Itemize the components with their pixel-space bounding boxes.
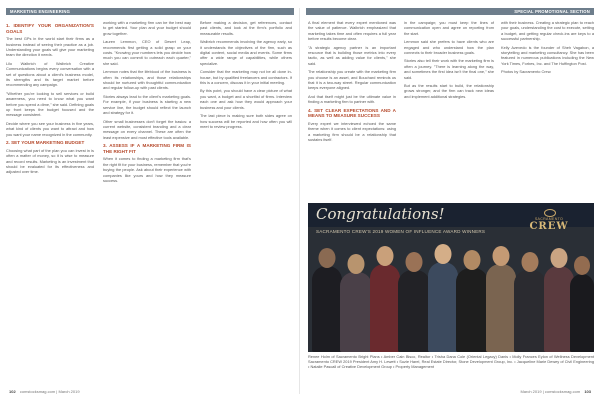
article-column-1 <box>6 20 94 382</box>
photo-credit: Photos by Sacramento Crew. <box>501 69 552 75</box>
left-section-header <box>6 8 294 15</box>
paragraph: By this point, you should have a clear picture of what you want, a budget and a shortlist of firms. Interview each one and ask how they would approach your business and your clients. <box>200 88 292 110</box>
paragraph: The best GPs in the world start their firms as a business instead of seeing their practice as a job. Understanding your goals will give your marketing team the direction it needs. <box>6 36 94 58</box>
section-heading-4: 4. SET CLEAR EXPECTATIONS AND A MEANS TO MEASURE SUCCESS <box>308 107 396 119</box>
crew-logo-mark-icon <box>542 207 556 217</box>
crew-logo-top: SACRAMENTO <box>534 217 564 221</box>
paragraph: Every expert we interviewed echoed the same theme when it comes to client expectations: using a marketing firm should be a relationship that sustains itself. <box>308 120 396 143</box>
award-winners-photo <box>308 203 594 352</box>
paragraph: Stories also tell their work with the marketing firm is often a journey. "There is learning along the way, and sometimes the first idea isn't the final one," she said. <box>404 58 494 80</box>
right-section-label: SPECIAL PROMOTIONAL SECTION <box>514 9 590 14</box>
article-column-6 <box>501 20 594 198</box>
paragraph: with their business. Creating a strategic plan to reach your goals, understanding the cost to execute, setting a budget, and getting regular check-ins are keys to a successful partnership. <box>501 20 594 42</box>
paragraph: Lilo Walbrich of Walbrich Creative Communications begins every conversation with a set of questions about a client's business model, its strengths and its target market before recommending any campaign. <box>6 60 94 88</box>
crew-logo-main: CREW <box>529 221 569 232</box>
person-figure <box>312 266 342 352</box>
paragraph: Other small businesses don't forget the basics: a current website, consistent branding and a clear message on every channel. These are often the least expensive and most effective tools available. <box>103 118 191 140</box>
paragraph: Before making a decision, get references, contact past clients, and look at the firm's portfolio and measurable results. <box>200 20 292 36</box>
photo-caption: Renee Holm of Sacramento Bright Plans • Amber Cain Bisco, Realtor • Trisha Dana Cole (Oriental Legacy) Danis • Molly Frances Eylon of Wellness Development Sacramento CREW 2019 President Amy H. Lewett • Suzie Harel, Real Estate Director, Stone Development Group, Inc. • Jacqueline Marie Dewey of Civil Engineering • Natalie Pascall of Creative Development Group • Property Management <box>308 354 594 370</box>
left-section-label: MARKETING ENGINEERING <box>10 9 71 14</box>
article-column-3 <box>200 20 292 382</box>
left-page-number: 102 <box>9 389 16 394</box>
paragraph: Choosing what part of the plan you can invest in is often a matter of money, so it is wise to measure and record results. Marketing is an investment that should be evaluated for its effectiveness and adjusted over time. <box>6 147 94 175</box>
paragraph: Lauren Lemmon, CEO of Desert Leap, recommends first getting a solid grasp on your costs. "Knowing your numbers lets you decide how much you can commit to outreach each quarter," she said. <box>103 39 191 66</box>
left-footer-date: March 2019 <box>58 389 80 394</box>
gutter-divider <box>299 8 300 394</box>
right-footer-site: comstocksmag.com <box>544 389 581 394</box>
person-figure <box>370 264 400 352</box>
right-section-header <box>306 8 594 15</box>
person-figure <box>570 274 594 352</box>
paragraph: Consider that the marketing may not be all done in-house, but by qualified freelancers and contractors. If this is a concern, discuss it in your initial meeting. <box>200 69 292 86</box>
paragraph: A final element that every expert mentioned was the value of patience. Walbrich emphasized that marketing takes time and often requires a full year before results become clear. <box>308 20 396 42</box>
right-footer: March 2019 | comstocksmag.com 103 <box>520 389 591 394</box>
person-figure <box>340 272 372 352</box>
right-page-number: 103 <box>584 389 591 394</box>
person-figure <box>398 270 430 352</box>
person-figure <box>514 270 546 352</box>
person-figure <box>456 268 488 352</box>
paragraph: The last piece is making sure both sides agree on how success will be reported and how often you will meet to review progress. <box>200 113 292 129</box>
paragraph: The relationship you create with the marketing firm you choose is an asset, and Bouchard reminds us that it is a two-way street. Regular communication keeps everyone aligned. <box>308 69 396 91</box>
paragraph: Walbrich recommends involving the agency early, so it understands the objectives of the firm, such as digital content, social media and events. Some firms offer a wide range of capabilities, while others specialize. <box>200 39 292 66</box>
paragraph: in the campaign; you must keep the lines of communication open and agree on reporting from the start. <box>404 20 494 36</box>
paragraph: Decide where you see your business in five years, what kind of clients you want to attract and how you want your name recognized in the community. <box>6 120 94 137</box>
section-heading-1: 1. IDENTIFY YOUR ORGANIZATION'S GOALS <box>6 23 94 34</box>
group-of-women <box>308 237 594 352</box>
congratulations-script: Congratulations! <box>316 205 445 223</box>
paragraph: working with a marketing firm can be the best way to get started. Your plan and your budget should grow together. <box>103 20 191 36</box>
left-footer-site: comstocksmag.com <box>19 389 56 394</box>
paragraph: Stories always lead to the client's marketing goals. For example, if your business is starting a new service line, the budget should reflect the launch and strategy for it. <box>103 93 191 116</box>
paragraph: "Whether you're looking to sell services or build awareness, you need to know what you want before you spend a dime," she said. Defining goals up front keeps the budget focused and the message consistent. <box>6 90 94 118</box>
person-figure <box>428 262 458 352</box>
article-column-4 <box>308 20 396 198</box>
right-footer-date: March 2019 <box>520 389 542 394</box>
paragraph: And that itself might just be the ultimate value in finding a marketing firm to partner with. <box>308 93 396 105</box>
section-heading-2: 2. SET YOUR MARKETING BUDGET <box>6 140 85 146</box>
paragraph: Lemmon notes that the lifeblood of the business is often its relationships, and those relationships should be nurtured with thoughtful communication and regular follow-up with past clients. <box>103 69 191 91</box>
photo-subtitle: SACRAMENTO CREW'S 2019 WOMEN OF INFLUENCE AWARD WINNERS <box>316 229 486 234</box>
paragraph: "A strategic agency partner is an important resource that is building those metrics into every tactic, as well as adding value for clients," she said. <box>308 44 396 66</box>
paragraph: When it comes to finding a marketing firm that's the right fit for your business, remember that you're buying the people. Ask about their experience with companies like yours and how they measure success. <box>103 156 191 183</box>
article-column-2 <box>103 20 191 382</box>
section-heading-3: 3. ASSESS IF A MARKETING FIRM IS THE RIGHT FIT <box>103 143 191 154</box>
author-bio: Kelly Azevedo is the founder of Sheh Vagabon, a storytelling and marketing consultancy. She has been featured in numerous publications including the New York Times, Forbes, Inc. and The Huffington Post. <box>501 44 594 66</box>
person-figure <box>486 264 516 352</box>
left-footer: 102 comstocksmag.com | March 2019 <box>9 389 80 394</box>
paragraph: But as the results start to build, the relationship grows stronger, and the firm can track new ideas and implement additional strategies. <box>404 83 494 99</box>
paragraph: Lemmon said she prefers to have clients who are engaged and who understand how the plan connects to their broader business goals. <box>404 39 494 56</box>
article-column-5 <box>404 20 494 198</box>
